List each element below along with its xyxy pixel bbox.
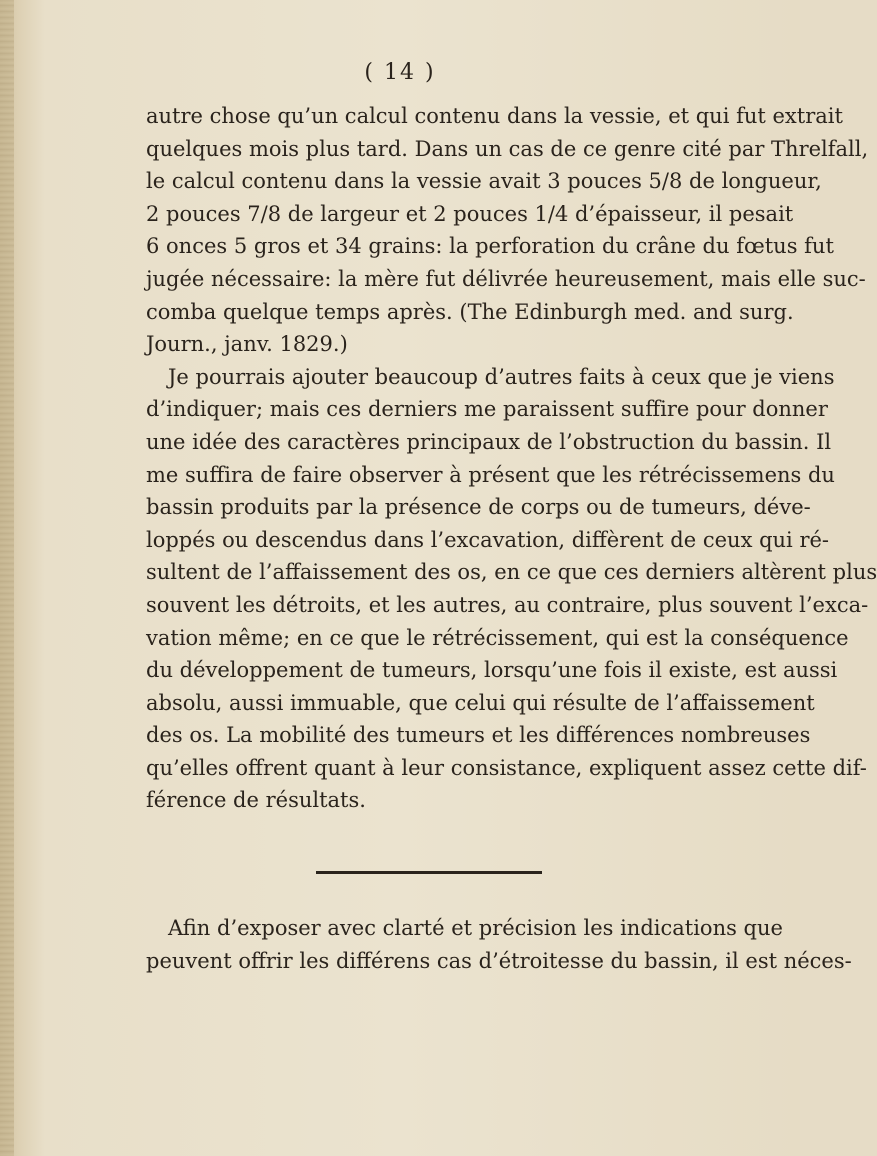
text-line: comba quelque temps après. (The Edinburgh med. and surg. xyxy=(146,299,794,324)
text-line: qu’elles offrent quant à leur consistance, expliquent assez cette dif- xyxy=(146,755,867,780)
text-line: loppés ou descendus dans l’excavation, diffèrent de ceux qui ré- xyxy=(146,527,830,552)
page-edge-shadow xyxy=(0,0,14,1156)
text-line: Afin d’exposer avec clarté et précision les indications que xyxy=(168,916,783,940)
text-line: peuvent offrir les différens cas d’étroitesse du bassin, il est néces- xyxy=(146,948,852,973)
text-line: vation même; en ce que le rétrécissement, qui est la conséquence xyxy=(146,625,849,650)
paragraph-2 xyxy=(146,361,877,817)
text-line: 6 onces 5 gros et 34 grains: la perforation du crâne du fœtus fut xyxy=(146,234,834,259)
text-line: du développement de tumeurs, lorsqu’une fois il existe, est aussi xyxy=(146,658,838,683)
text-line: des os. La mobilité des tumeurs et les différences nombreuses xyxy=(146,723,811,748)
text-line: jugée nécessaire: la mère fut délivrée heureusement, mais elle suc- xyxy=(146,266,866,291)
text-line: une idée des caractères principaux de l’obstruction du bassin. Il xyxy=(146,429,832,454)
section-divider xyxy=(316,871,542,874)
text-line: autre chose qu’un calcul contenu dans la vessie, et qui fut extrait xyxy=(146,104,843,128)
body-text xyxy=(146,100,877,817)
text-line: bassin produits par la présence de corps ou de tumeurs, déve- xyxy=(146,495,811,520)
text-line: d’indiquer; mais ces derniers me paraissent suffire pour donner xyxy=(146,397,828,422)
text-line: quelques mois plus tard. Dans un cas de ce genre cité par Threlfall, xyxy=(146,136,869,161)
paragraph-3 xyxy=(146,912,852,977)
paragraph-1 xyxy=(146,100,869,361)
text-line: me suffira de faire observer à présent que les rétrécissemens du xyxy=(146,462,835,487)
text-line: souvent les détroits, et les autres, au contraire, plus souvent l’exca- xyxy=(146,592,869,617)
text-line: férence de résultats. xyxy=(146,788,366,813)
text-line: absolu, aussi immuable, que celui qui résulte de l’affaissement xyxy=(146,690,815,715)
text-line: sultent de l’affaissement des os, en ce que ces derniers altèrent plus xyxy=(146,560,877,585)
text-line: Je pourrais ajouter beaucoup d’autres faits à ceux que je viens xyxy=(168,364,835,389)
text-line: 2 pouces 7/8 de largeur et 2 pouces 1/4 d’épaisseur, il pesait xyxy=(146,201,794,226)
page-number: ( 14 ) xyxy=(364,60,436,85)
text-line: Journ., janv. 1829.) xyxy=(146,332,348,357)
text-line: le calcul contenu dans la vessie avait 3 pouces 5/8 de longueur, xyxy=(146,169,822,194)
